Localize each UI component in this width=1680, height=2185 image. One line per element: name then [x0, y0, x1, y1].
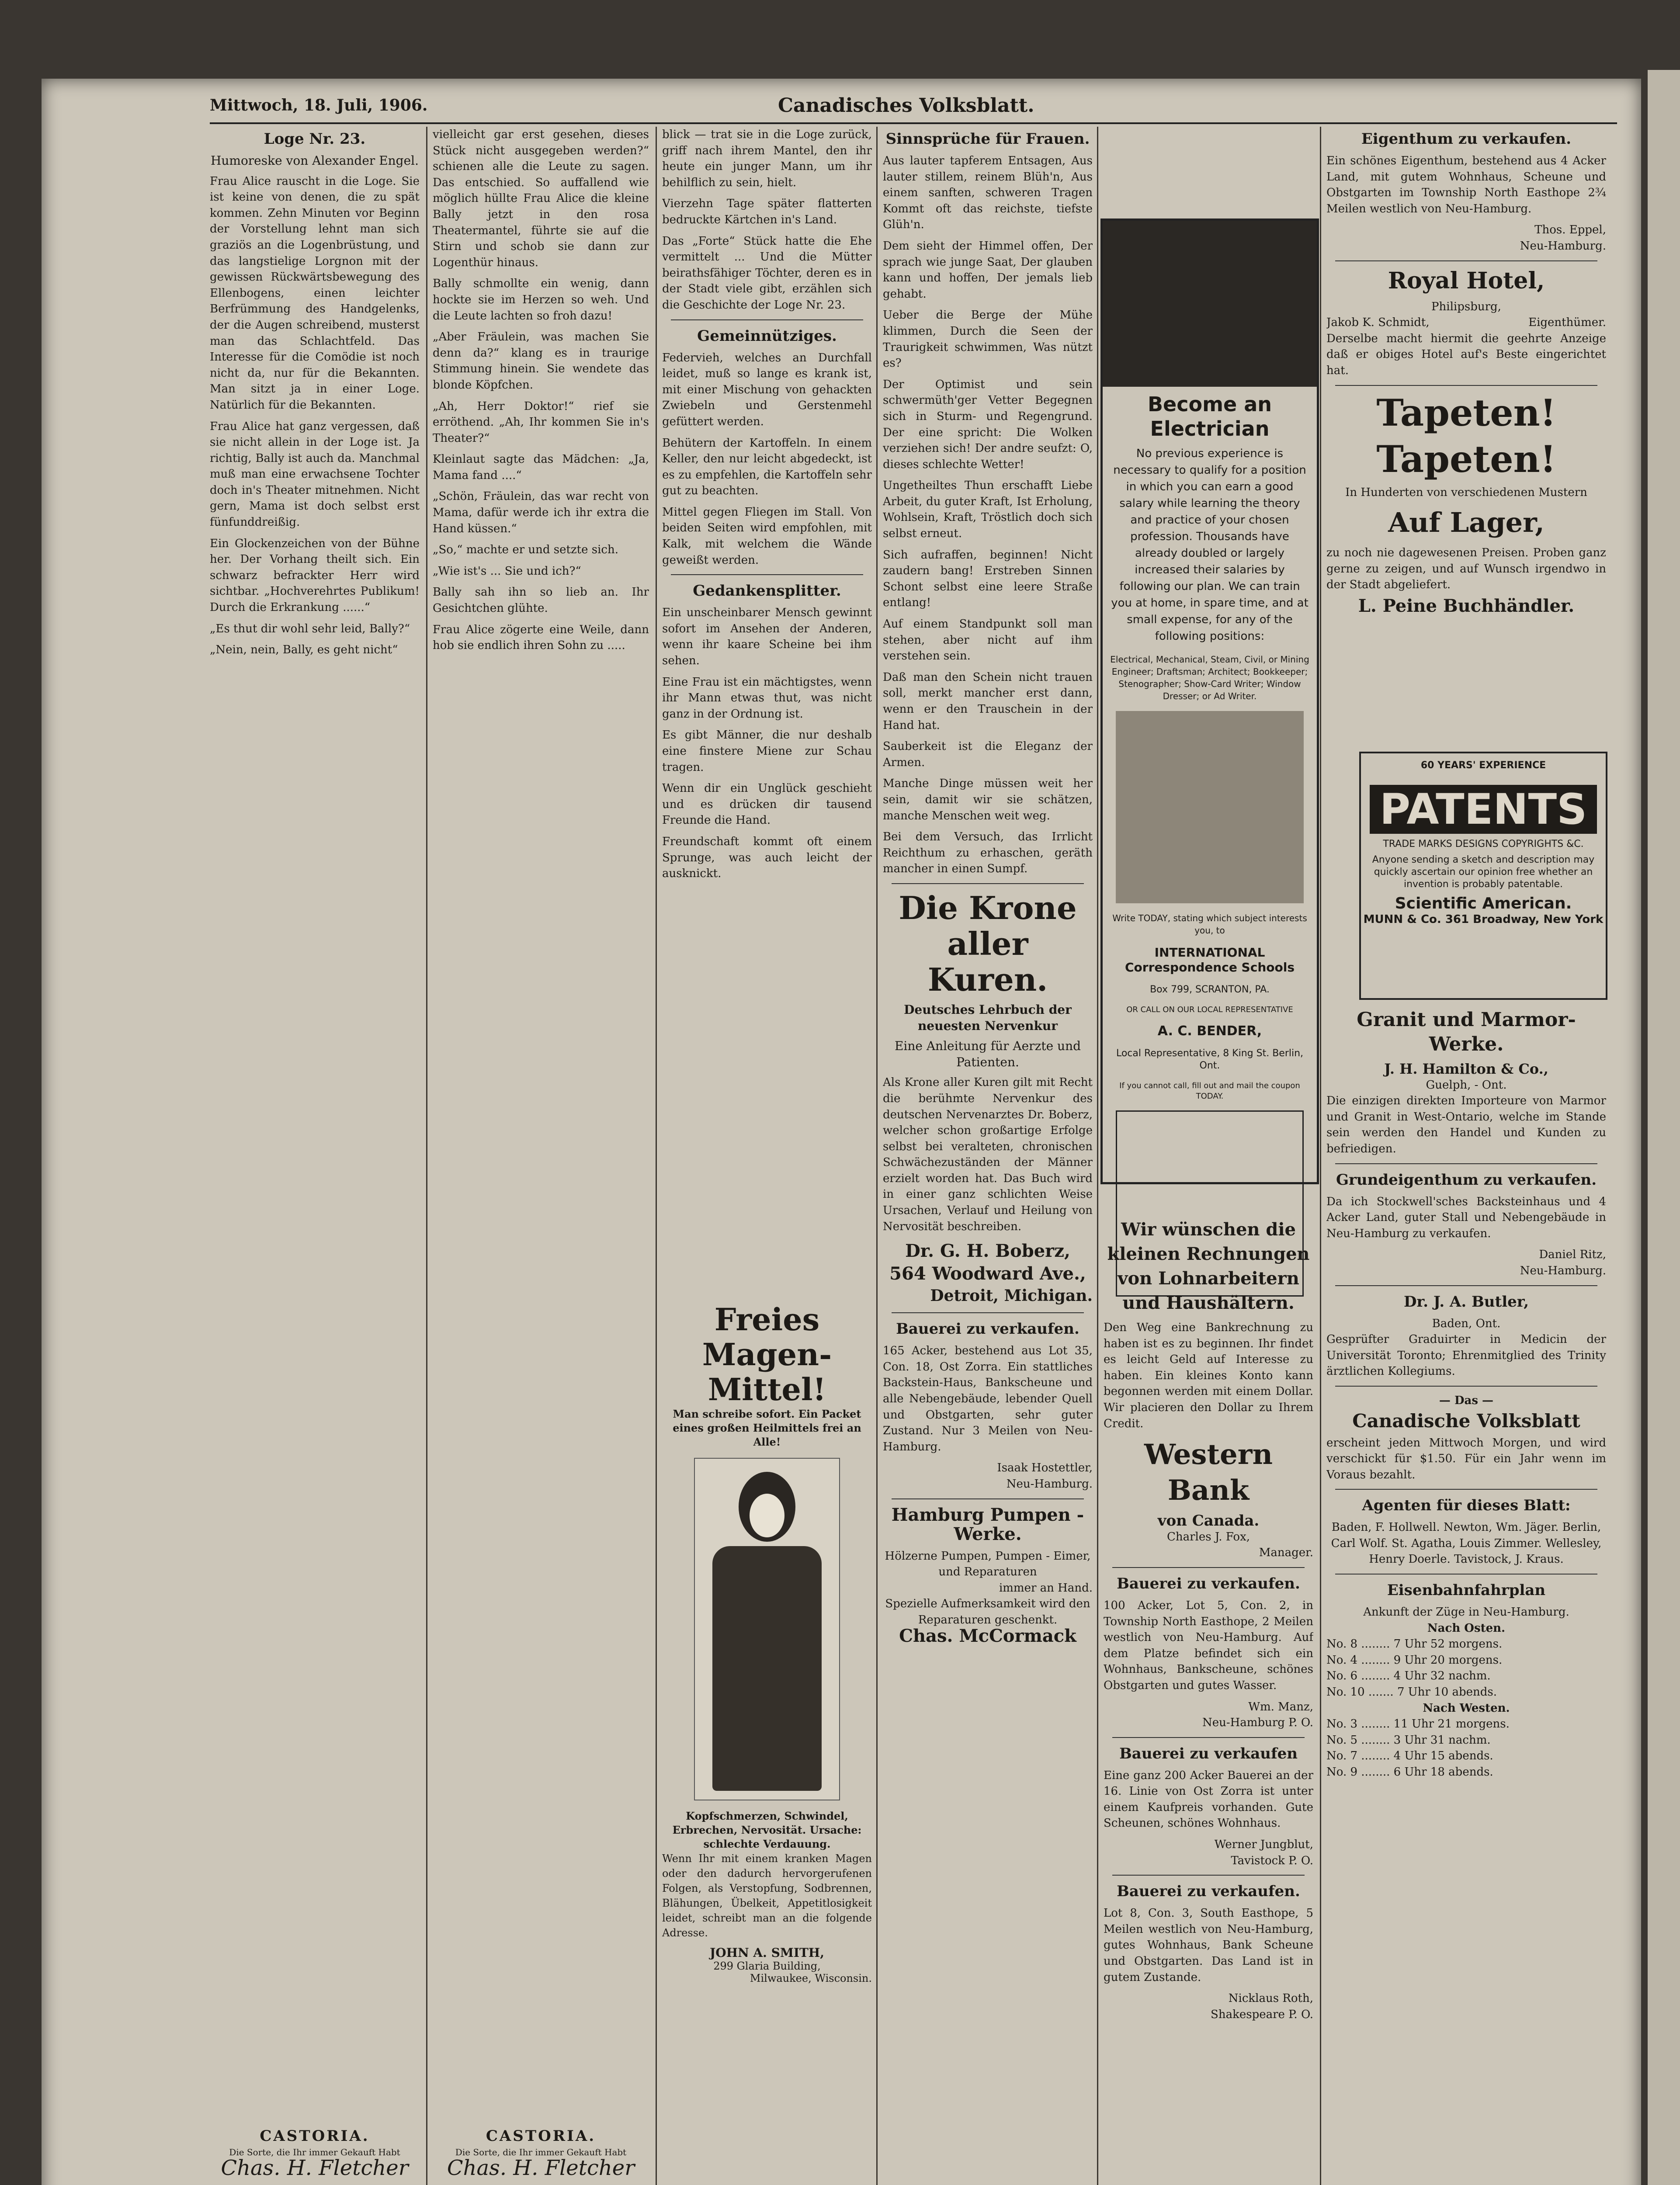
ad-box: Box 799, SCRANTON, PA. — [1150, 984, 1270, 995]
bauerei-body: 100 Acker, Lot 5, Con. 2, in Township North Easthope, 2 Meilen westlich von Neu-Hamburg. Auf dem Platze befindet sich ein Wohnhaus, Bankscheune, schönes Obstgarten und gutes Wasser. — [1104, 1599, 1313, 1692]
castoria-ad-note: Die Sorte, die Ihr immer Gekauft Habt — [455, 2147, 627, 2157]
section-heading: Gedankensplitter. — [693, 582, 841, 600]
verse: Daß man den Schein nicht trauen soll, merkt mancher erst dann, wenn er den Trauschein in der Hand hat. — [883, 670, 1093, 732]
volksblatt-body: erscheint jeden Mittwoch Morgen, und wird verschickt für $1.50. Für ein Jahr wenn im Voraus bezahlt. — [1326, 1436, 1606, 1481]
ad-rep: A. C. BENDER, — [1157, 1023, 1262, 1039]
ad-name: JOHN A. SMITH, — [709, 1946, 824, 1960]
ad-body: No previous experience is necessary to qualify for a position in which you can earn a good salary while learning the theory and practice of your chosen profession. Thousands have already doubled or largely increased their salaries by following our plan. We can train you at home, in spare time, and at small expense, for any of the following positions: — [1111, 447, 1309, 643]
tapeten-title: Tapeten! — [1376, 437, 1556, 481]
royal-owner-line — [1326, 315, 1606, 331]
story-paragraph: Bally schmollte ein wenig, dann hockte sie im Herzen so weh. Und die Leute lachten so froh dazu! — [433, 277, 649, 323]
granit-title: Granit und Marmor-Werke. — [1357, 1009, 1576, 1055]
masthead — [210, 87, 1617, 124]
facing-page-edge — [1648, 70, 1680, 2185]
agenten-body: Baden, F. Hollwell. Newton, Wm. Jäger. Berlin, Carl Wolf. St. Agatha, Louis Zimmer. Wellesley, Henry Doerle. Tavistock, J. Kraus. — [1331, 1521, 1602, 1566]
column-1 — [210, 127, 420, 2185]
fahrplan-row: No. 5 ........ 3 Uhr 31 nachm. — [1326, 1733, 1491, 1747]
verse: Der Optimist und sein schwermüth'ger Vetter Begegnen sich in Sturm- und Regengrund. Der eine spricht: Die Wolken verziehen sich! Der andre seufzt: O, dieses schlechte Wetter! — [883, 378, 1093, 471]
bauerei-body: Eine ganz 200 Acker Bauerei an der 16. Linie von Ost Zorra ist unter einem Kaufpreis vorhanden. Gute Scheunen, schönes Wohnhaus. — [1104, 1769, 1313, 1830]
section-paragraph: Mittel gegen Fliegen im Stall. Von beiden Seiten wird empfohlen, mit Kalk, mit welchem die Wände geweißt werden. — [662, 505, 872, 567]
bauerei-place: Neu-Hamburg. — [1006, 1477, 1093, 1491]
story-paragraph: „Aber Fräulein, was machen Sie denn da?“ klang es in traurige Stimmung hinein. Sie wendete das blonde Köpfchen. — [433, 330, 649, 392]
fahrplan-row: No. 7 ........ 4 Uhr 15 abends. — [1326, 1749, 1493, 1763]
story-heading: Loge Nr. 23. — [264, 130, 366, 148]
bauerei-owner: Werner Jungblut, — [1214, 1838, 1313, 1852]
section-paragraph: Federvieh, welches an Durchfall leidet, muß so lange es krank ist, mit einer Mischung von gehackten Zwiebeln und Gerstenmehl gefüttert werden. — [662, 351, 872, 428]
royal-owner-title: Eigenthümer. — [1528, 316, 1606, 329]
bauerei-body: 165 Acker, bestehend aus Lot 35, Con. 18, Ost Zorra. Ein stattliches Backstein-Haus, Bankscheune und alle Nebengebäude, lebender Quell und Obstgarten, sehr guter Zustand. Nur 3 Meilen von Neu-Hamburg. — [883, 1344, 1093, 1453]
section-divider — [1335, 1386, 1597, 1387]
column-rule — [1097, 127, 1098, 2185]
royal-owner: Jakob K. Schmidt, — [1326, 316, 1430, 329]
patents-munn: MUNN & Co. 361 Broadway, New York — [1363, 913, 1604, 926]
ad-headline: Become an Electrician — [1147, 392, 1272, 440]
fahrplan-row: No. 3 ........ 11 Uhr 21 morgens. — [1326, 1717, 1510, 1731]
issue-date: Mittwoch, 18. Juli, 1906. — [210, 96, 428, 114]
butler-place: Baden, Ont. — [1432, 1317, 1501, 1330]
tapeten-body: In Hunderten von verschiedenen Mustern — [1345, 486, 1587, 499]
magen-mittel-ad — [662, 1302, 872, 1984]
krone-ad-body: Als Krone aller Kuren gilt mit Recht die berühmte Nervenkur des deutschen Nervenarztes Dr. Boberz, welcher schon großartige Erfolge selbst bei veralteten, chronischen Schwächezuständen der Männer erzielt worden hat. Das Buch wird in einer ganz schlichten Weise Ursachen, Verlauf und Heilung von Nervosität beschreiben. — [883, 1076, 1093, 1233]
bank-manager: Charles J. Fox, — [1166, 1530, 1250, 1543]
section-paragraph: Wenn dir ein Unglück geschieht und es drücken dir tausend Freunde die Hand. — [662, 782, 872, 827]
story-paragraph: „Schön, Fräulein, das war recht von Mama, dafür werde ich ihr extra die Hand küssen.“ — [433, 490, 649, 535]
verse: Ueber die Berge der Mühe klimmen, Durch die Seen der Traurigkeit schwimmen, Was nützt es? — [883, 309, 1093, 370]
section-divider — [1112, 1567, 1305, 1568]
butler-body: Gesprüfter Graduirter in Medicin der Universität Toronto; Ehrenmitglied des Trinity ärztlichen Kollegiums. — [1326, 1333, 1606, 1378]
grund-owner: Daniel Ritz, — [1539, 1248, 1606, 1262]
section-divider — [1335, 1489, 1597, 1490]
wishes-title: Wir wünschen die kleinen Rechnungen von Lohnarbeitern und Haushältern. — [1107, 1219, 1310, 1313]
section-divider — [892, 1312, 1084, 1313]
fahrplan-osten: Nach Osten. — [1427, 1621, 1506, 1635]
ad-cut-out: If you cannot call, fill out and mail the coupon TODAY. — [1119, 1081, 1300, 1101]
ad-title: Freies Magen-Mittel! — [702, 1301, 832, 1408]
column-3 — [662, 127, 872, 1289]
patents-years: 60 YEARS' EXPERIENCE — [1420, 760, 1546, 771]
ad-body: Wenn Ihr mit einem kranken Magen oder den dadurch hervorgerufenen Folgen, als Verstopfung, Sodbrennen, Blähungen, Übelkeit, Appetitlosigkeit leidet, schreibt man an die folgende Adresse. — [662, 1852, 872, 1939]
story-paragraph: vielleicht gar erst gesehen, dieses Stück nicht ausgegeben werden?“ schienen alle die Leute zu sagen. Das entschied. So auffallend wie möglich hüllte Frau Alice die kleine Bally jetzt in den rosa Theatermantel, führte sie auf die Stirn und schob sie dann zur Logenthür hinaus. — [433, 128, 649, 269]
patents-marks: TRADE MARKS DESIGNS COPYRIGHTS &C. — [1383, 839, 1584, 850]
bank-title: Western Bank — [1144, 1438, 1273, 1507]
tapeten-title: Tapeten! — [1376, 391, 1556, 434]
story-paragraph: Frau Alice rauscht in die Loge. Sie ist keine von denen, die zu spät kommen. Zehn Minuten vor Beginn der Vorstellung lehnt man sich graziös an die Logenbrüstung, und das langstielige Lorgnon mit der gewissen Rückwärtsbewegung des Ellenbogens, einen leichter Berfrümmung des Handgelenks, der die Augen schreibend, musterst man das Schlachtfeld. Das Interesse für die Comödie ist noch nicht da, nur für die Bekannten. Man sitzt ja in einer Loge. Natürlich für die Bekannten. — [210, 174, 420, 412]
section-divider — [671, 319, 863, 320]
castoria-ad-title: CASTORIA. — [486, 2127, 596, 2145]
section-divider — [1335, 385, 1597, 386]
eigenthum-owner: Thos. Eppel, — [1534, 223, 1606, 237]
ad-city: Milwaukee, Wisconsin. — [750, 1972, 872, 1984]
fahrplan-sub: Ankunft der Züge in Neu-Hamburg. — [1363, 1606, 1569, 1619]
krone-ad-sub: Deutsches Lehrbuch der neuesten Nervenkur — [904, 1002, 1072, 1033]
section-divider — [892, 1498, 1084, 1499]
section-paragraph: Freundschaft kommt oft einem Sprunge, was auch leicht der ausknickt. — [662, 835, 872, 881]
patents-word: PATENTS — [1370, 785, 1597, 834]
section-heading: Bauerei zu verkaufen — [1119, 1745, 1298, 1762]
bauerei-owner: Wm. Manz, — [1248, 1700, 1313, 1713]
das-label: — Das — — [1439, 1394, 1494, 1407]
column-rule — [656, 127, 657, 2185]
section-heading: Bauerei zu verkaufen. — [1117, 1575, 1300, 1592]
story-paragraph: Frau Alice hat ganz vergessen, daß sie nicht allein in der Loge ist. Ja richtig, Bally ist auch da. Manchmal muß man eine erwachsene Tochter doch in's Theater mitnehmen. Nicht gern, Mama ist doch selbst erst fünfunddreißig. — [210, 420, 420, 529]
bank-sub: von Canada. — [1157, 1512, 1260, 1530]
granit-body: Die einzigen direkten Importeure von Marmor und Granit in West-Ontario, welche im Stande sein werden den Handel und Kunden zu befriedigen. — [1326, 1094, 1606, 1155]
story-paragraph: Ein Glockenzeichen von der Bühne her. Der Vorhang theilt sich. Ein schwarz befrackter Herr wird sichtbar. „Hochverehrtes Publikum! Durch die Erkrankung ......“ — [210, 537, 420, 614]
section-divider — [1112, 1875, 1305, 1876]
royal-place: Philipsburg, — [1431, 300, 1501, 313]
column-5 — [1104, 1215, 1313, 2185]
verse: Aus lauter tapferem Entsagen, Aus lauter stillem, reinem Blüh'n, Aus einem sanften, schweren Tragen Kommt oft das reichste, tiefste Glüh'n. — [883, 154, 1093, 232]
ad-positions: Electrical, Mechanical, Steam, Civil, or Mining Engineer; Draftsman; Architect; Bookkeeper; Stenographer; Show-Card Writer; Window Dresser; or Ad Writer. — [1110, 654, 1309, 701]
boberz-city: Detroit, Michigan. — [930, 1287, 1093, 1305]
grund-place: Neu-Hamburg. — [1520, 1264, 1606, 1277]
column-6-bottom — [1326, 1005, 1606, 2185]
column-rule — [1320, 127, 1321, 2185]
castoria-ad-title: CASTORIA. — [260, 2127, 370, 2145]
castoria-signature: Chas. H. Fletcher — [221, 2156, 409, 2181]
fahrplan-row: No. 10 ....... 7 Uhr 10 abends. — [1326, 1686, 1497, 1699]
peine-signature: L. Peine Buchhändler. — [1358, 595, 1575, 616]
section-heading: Gemeinnütziges. — [697, 327, 837, 345]
ad-school: INTERNATIONAL Correspondence Schools — [1125, 945, 1295, 975]
section-divider — [1112, 1737, 1305, 1738]
ad-rep-address: Local Representative, 8 King St. Berlin, Ont. — [1116, 1048, 1304, 1071]
fahrplan-westen: Nach Westen. — [1423, 1701, 1510, 1715]
section-divider — [671, 574, 863, 575]
story-paragraph: Vierzehn Tage später flatterten bedruckte Kärtchen in's Land. — [662, 197, 872, 226]
machine-illustration — [1116, 711, 1304, 903]
woman-illustration — [694, 1458, 840, 1800]
fahrplan-row: No. 8 ........ 7 Uhr 52 morgens. — [1326, 1637, 1503, 1651]
castoria-ad-note: Die Sorte, die Ihr immer Gekauft Habt — [229, 2147, 400, 2157]
story-paragraph: „Es thut dir wohl sehr leid, Bally?“ — [210, 622, 410, 635]
verse: Auf einem Standpunkt soll man stehen, aber nicht auf ihm verstehen sein. — [883, 617, 1093, 663]
bauerei-body: Lot 8, Con. 3, South Easthope, 5 Meilen westlich von Neu-Hamburg, gutes Wohnhaus, Bank Scheune und Obstgarten. Das Land ist in gutem Zustande. — [1104, 1907, 1313, 1984]
sunburst-illustration — [1103, 221, 1317, 387]
bauerei-owner: Nicklaus Roth, — [1228, 1992, 1313, 2005]
section-divider — [1335, 1163, 1597, 1164]
story-paragraph: blick — trat sie in die Loge zurück, griff nach ihrem Mantel, den ihr heute ein junger Mann, um ihr behilflich zu sein, hielt. — [662, 128, 872, 189]
fahrplan-row: No. 4 ........ 9 Uhr 20 morgens. — [1326, 1653, 1503, 1667]
pumpen-owner: Chas. McCormack — [899, 1625, 1076, 1646]
story-paragraph: „Ah, Herr Doktor!“ rief sie erröthend. „Ah, Ihr kommen Sie in's Theater?“ — [433, 399, 649, 445]
royal-body: Derselbe macht hiermit die geehrte Anzeige daß er obiges Hotel auf's Beste eingerichtet hat. — [1326, 332, 1606, 377]
patents-body: Anyone sending a sketch and description may quickly ascertain our opinion free whether an invention is probably patentable. — [1372, 854, 1595, 890]
section-heading: Bauerei zu verkaufen. — [896, 1320, 1080, 1338]
story-paragraph: „Nein, nein, Bally, es geht nicht“ — [210, 643, 398, 657]
patents-sci: Scientific American. — [1395, 895, 1572, 912]
verse: Sauberkeit ist die Eleganz der Armen. — [883, 740, 1093, 769]
section-heading: Sinnsprüche für Frauen. — [885, 130, 1090, 148]
fahrplan-row: No. 6 ........ 4 Uhr 32 nachm. — [1326, 1669, 1491, 1683]
boberz-name: Dr. G. H. Boberz, — [905, 1241, 1070, 1262]
ad-address: 299 Glaria Building, — [713, 1960, 821, 1972]
column-2 — [433, 127, 649, 2185]
pumpen-note2: Spezielle Aufmerksamkeit wird den Reparaturen geschenkt. — [885, 1597, 1090, 1627]
section-divider — [892, 883, 1084, 884]
section-divider — [1335, 1285, 1597, 1286]
bauerei-place: Neu-Hamburg P. O. — [1202, 1716, 1313, 1730]
story-byline: Humoreske von Alexander Engel. — [210, 153, 419, 168]
pumpen-note: immer an Hand. — [999, 1581, 1093, 1595]
granit-place: Guelph, - Ont. — [1426, 1078, 1507, 1092]
volksblatt-title: Canadische Volksblatt — [1352, 1410, 1580, 1432]
section-paragraph: Behütern der Kartoffeln. In einem Keller, den nur leicht abgedeckt, ist es zu empfehlen, die Kartoffeln sehr gut zu beachten. — [662, 436, 872, 498]
section-paragraph: Es gibt Männer, die nur deshalb eine finstere Miene zur Schau tragen. — [662, 728, 872, 774]
eigenthum-body: Ein schönes Eigenthum, bestehend aus 4 Acker Land, mit gutem Wohnhaus, Scheune und Obstgarten im Township North Easthope 2¾ Meilen westlich von Neu-Hamburg. — [1326, 154, 1606, 215]
story-paragraph: Das „Forte“ Stück hatte die Ehe vermittelt ... Und die Mütter beirathsfähiger Töchter, deren es in der Stadt viele gibt, erzählen sich die Geschichte der Loge Nr. 23. — [662, 234, 872, 312]
section-paragraph: Eine Frau ist ein mächtigstes, wenn ihr Mann etwas thut, was nicht ganz in der Ordnung ist. — [662, 675, 872, 721]
section-divider — [1335, 260, 1597, 261]
verse: Sich aufraffen, beginnen! Nicht zaudern bang! Erstreben Sinnen Schont selbst eine leere Straße entlang! — [883, 548, 1093, 610]
krone-ad-title: Die Krone aller Kuren. — [899, 889, 1077, 998]
verse: Dem sieht der Himmel offen, Der sprach wie junge Saat, Der glauben kann und hoffen, Der jemals lieb gehabt. — [883, 239, 1093, 301]
bank-manager-title: Manager. — [1259, 1546, 1313, 1560]
section-heading: Grundeigenthum zu verkaufen. — [1336, 1171, 1597, 1189]
section-paragraph: Ein unscheinbarer Mensch gewinnt sofort im Ansehen der Anderen, wenn ihr kaare Scheine bei ihm sehen. — [662, 606, 872, 668]
story-paragraph: Bally sah ihn so lieb an. Ihr Gesichtchen glühte. — [433, 586, 649, 615]
section-divider — [1335, 1574, 1597, 1575]
verse: Bei dem Versuch, das Irrlicht Reichthum zu erhaschen, geräth mancher in einen Sumpf. — [883, 830, 1093, 876]
eigenthum-place: Neu-Hamburg. — [1520, 239, 1606, 253]
bauerei-place: Tavistock P. O. — [1231, 1854, 1313, 1867]
story-paragraph: Kleinlaut sagte das Mädchen: „Ja, Mama fand ....“ — [433, 453, 649, 482]
column-4 — [883, 127, 1093, 2185]
paper-name: Canadisches Volksblatt. — [778, 94, 1034, 117]
column-6-top — [1326, 127, 1606, 747]
lager-title: Auf Lager, — [1388, 506, 1545, 539]
pumpen-title: Hamburg Pumpen - Werke. — [891, 1504, 1084, 1544]
krone-ad-sub2: Eine Anleitung für Aerzte und Patienten. — [894, 1039, 1081, 1069]
boberz-address: 564 Woodward Ave., — [889, 1263, 1086, 1284]
column-rule — [426, 127, 427, 2185]
ad-local: OR CALL ON OUR LOCAL REPRESENTATIVE — [1126, 1005, 1293, 1014]
fahrplan-row: No. 9 ........ 6 Uhr 18 abends. — [1326, 1765, 1493, 1779]
verse: Manche Dinge müssen weit her sein, damit wir sie schätzen, manche Menschen weit weg. — [883, 777, 1093, 822]
section-heading: Eigenthum zu verkaufen. — [1361, 130, 1572, 148]
story-paragraph: „So,“ machte er und setzte sich. — [433, 543, 619, 557]
patents-ad — [1359, 752, 1607, 1000]
granit-owner: J. H. Hamilton & Co., — [1384, 1061, 1548, 1077]
butler-name: Dr. J. A. Butler, — [1403, 1293, 1529, 1311]
ad-tagline: Man schreibe sofort. Ein Packet eines großen Heilmittels frei an Alle! — [673, 1408, 861, 1448]
column-rule — [876, 127, 878, 2185]
pumpen-body: Hölzerne Pumpen, Pumpen - Eimer, und Reparaturen — [885, 1549, 1091, 1579]
wishes-body: Den Weg eine Bankrechnung zu haben ist es zu beginnen. Ihr findet es leicht Geld auf Interesse zu haben. Ein kleines Konto kann begonnen werden mit einem Dollar. Wir placieren den Dollar zu Ihrem Credit. — [1104, 1321, 1313, 1430]
ad-write-today: Write TODAY, stating which subject interests you, to — [1112, 913, 1307, 936]
fahrplan-heading: Eisenbahnfahrplan — [1387, 1582, 1546, 1599]
lager-body: zu noch nie dagewesenen Preisen. Proben ganz gerne zu zeigen, und auf Wunsch irgendwo in der Stadt abgeliefert. — [1326, 546, 1606, 592]
grund-body: Da ich Stockwell'sches Backsteinhaus und 4 Acker Land, guter Stall und Nebengebäude in Neu-Hamburg zu verkaufen. — [1326, 1195, 1606, 1240]
story-paragraph: „Wie ist's ... Sie und ich?“ — [433, 564, 581, 578]
electrician-ad — [1100, 218, 1319, 1184]
royal-title: Royal Hotel, — [1388, 267, 1545, 294]
ad-symptoms: Kopfschmerzen, Schwindel, Erbrechen, Nervosität. Ursache: schlechte Verdauung. — [672, 1810, 862, 1850]
verse: Ungetheiltes Thun erschafft Liebe Arbeit, du guter Kraft, Ist Erholung, Wohlsein, Kraft, Tröstlich doch sich selbst erneut. — [883, 479, 1093, 541]
castoria-signature: Chas. H. Fletcher — [447, 2156, 635, 2181]
agenten-heading: Agenten für dieses Blatt: — [1362, 1497, 1571, 1515]
story-paragraph: Frau Alice zögerte eine Weile, dann hob sie endlich ihren Sohn zu ..... — [433, 623, 649, 652]
bauerei-place: Shakespeare P. O. — [1211, 2008, 1313, 2021]
section-heading: Bauerei zu verkaufen. — [1117, 1883, 1300, 1901]
bauerei-owner: Isaak Hostettler, — [997, 1461, 1093, 1475]
